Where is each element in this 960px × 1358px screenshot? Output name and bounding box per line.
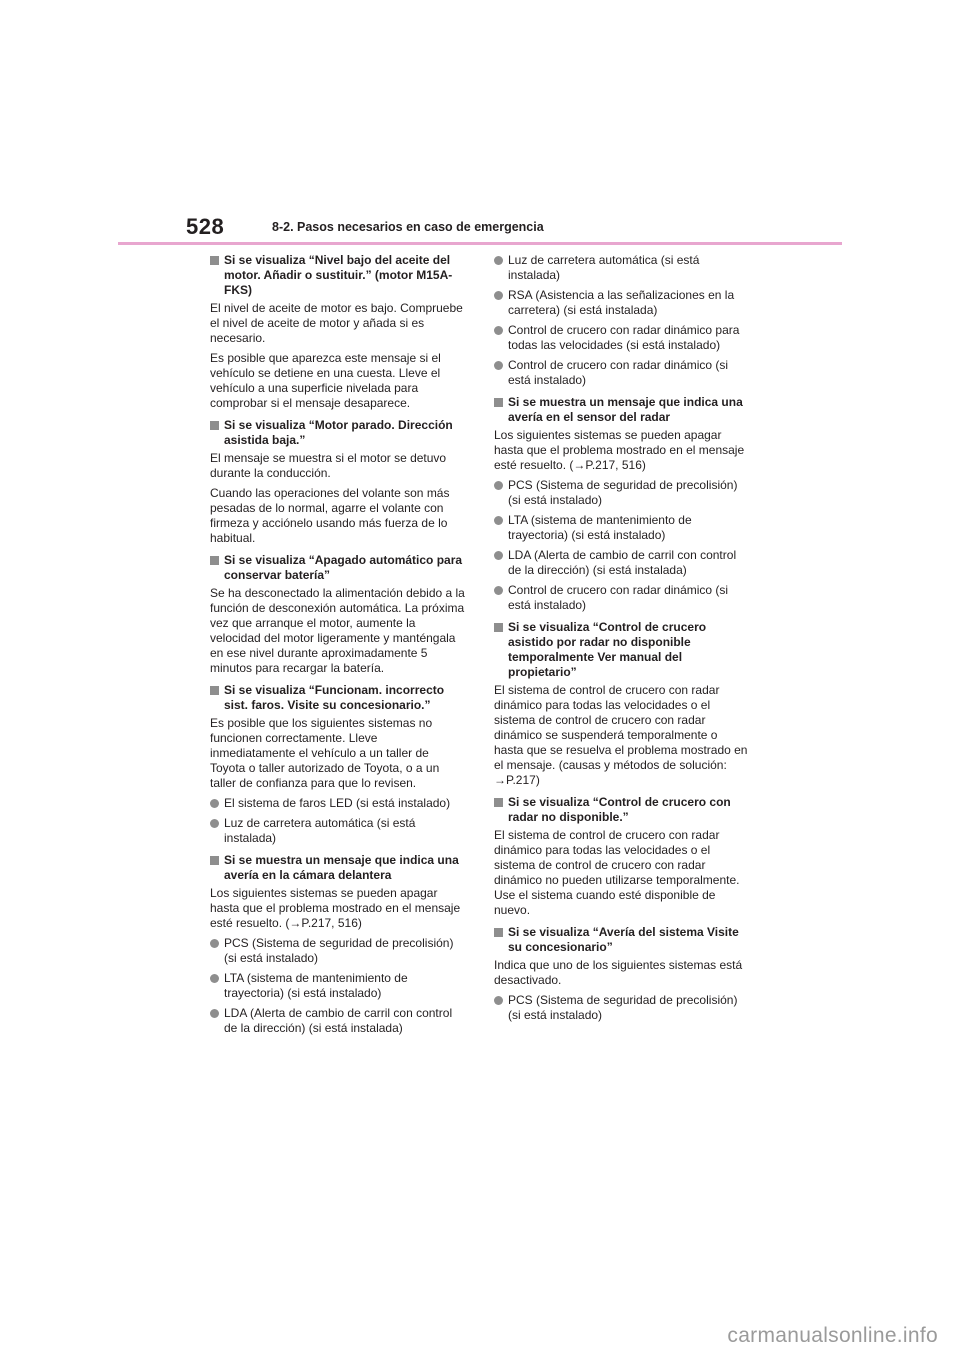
square-bullet-icon — [494, 928, 503, 937]
round-bullet-icon — [210, 819, 219, 828]
round-bullet-icon — [494, 256, 503, 265]
page-number: 528 — [186, 214, 225, 239]
square-bullet-icon — [210, 856, 219, 865]
paragraph: El sistema de control de crucero con radar dinámico para todas las velocidades o el sistema de control de crucero con radar dinámico no pueden utilizarse temporalmente. Use el sistema cuando esté disponible de nuevo. — [494, 828, 740, 917]
header-divider — [118, 242, 842, 245]
section-heading: Si se visualiza “Avería del sistema Visite su concesionario” — [494, 925, 750, 955]
left-column — [210, 253, 466, 1041]
round-bullet-icon — [494, 481, 503, 490]
paragraph: Es posible que aparezca este mensaje si el vehículo se detiene en una cuesta. Lleve el vehículo a una superficie nivelada para comprobar si el mensaje desaparece. — [210, 351, 441, 410]
list-item: Luz de carretera automática (si está instalada) — [494, 253, 750, 283]
list-item: Control de crucero con radar dinámico (si está instalado) — [494, 583, 750, 613]
section-heading: Si se muestra un mensaje que indica una avería en el sensor del radar — [494, 395, 750, 425]
round-bullet-icon — [494, 361, 503, 370]
round-bullet-icon — [494, 996, 503, 1005]
round-bullet-icon — [210, 1009, 219, 1018]
square-bullet-icon — [494, 398, 503, 407]
square-bullet-icon — [494, 798, 503, 807]
paragraph: El sistema de control de crucero con radar dinámico para todas las velocidades o el sistema de control de crucero con radar dinámico se suspenderá temporalmente o hasta que se resuelva el problema mostrado en el mensaje. (causas y métodos de solución: →P.217) — [494, 683, 748, 787]
list-item: El sistema de faros LED (si está instalado) — [210, 796, 466, 811]
section-heading: Si se muestra un mensaje que indica una avería en la cámara delantera — [210, 853, 466, 883]
list-item: LTA (sistema de mantenimiento de trayectoria) (si está instalado) — [494, 513, 750, 543]
round-bullet-icon — [494, 516, 503, 525]
paragraph: Cuando las operaciones del volante son más pesadas de lo normal, agarre el volante con firmeza y acciónelo usando más fuerza de lo habitual. — [210, 486, 450, 545]
list-item: Control de crucero con radar dinámico para todas las velocidades (si está instalado) — [494, 323, 750, 353]
section-heading: Si se visualiza “Nivel bajo del aceite del motor. Añadir o sustituir.” (motor M15A-FKS) — [210, 253, 466, 298]
square-bullet-icon — [494, 623, 503, 632]
square-bullet-icon — [210, 256, 219, 265]
list-item: Control de crucero con radar dinámico (si está instalado) — [494, 358, 750, 388]
section-heading: Si se visualiza “Apagado automático para conservar batería” — [210, 553, 466, 583]
paragraph: Se ha desconectado la alimentación debido a la función de desconexión automática. La próxima vez que arranque el motor, aumente la velocidad del motor ligeramente y manténgala en ese nivel durante aproximadamente 5 minutos para recargar la batería. — [210, 586, 465, 675]
list-item: RSA (Asistencia a las señalizaciones en la carretera) (si está instalada) — [494, 288, 750, 318]
round-bullet-icon — [494, 326, 503, 335]
right-column — [494, 253, 750, 1028]
paragraph: Indica que uno de los siguientes sistemas está desactivado. — [494, 958, 743, 987]
paragraph: El mensaje se muestra si el motor se detuvo durante la conducción. — [210, 451, 447, 480]
section-heading: Si se visualiza “Control de crucero con radar no disponible.” — [494, 795, 750, 825]
section-title: 8-2. Pasos necesarios en caso de emergencia — [272, 220, 544, 234]
paragraph: Los siguientes sistemas se pueden apagar hasta que el problema mostrado en el mensaje esté resuelto. (→P.217, 516) — [494, 428, 745, 472]
list-item: LDA (Alerta de cambio de carril con control de la dirección) (si está instalada) — [494, 548, 750, 578]
round-bullet-icon — [494, 586, 503, 595]
square-bullet-icon — [210, 686, 219, 695]
section-heading: Si se visualiza “Control de crucero asistido por radar no disponible temporalmente Ver manual del propietario” — [494, 620, 750, 680]
list-item: Luz de carretera automática (si está instalada) — [210, 816, 466, 846]
watermark-link[interactable]: carmanualsonline.info — [727, 1324, 938, 1347]
round-bullet-icon — [494, 551, 503, 560]
paragraph: El nivel de aceite de motor es bajo. Compruebe el nivel de aceite de motor y añada si es necesario. — [210, 301, 463, 345]
paragraph: Es posible que los siguientes sistemas no funcionen correctamente. Lleve inmediatamente el vehículo a un taller de Toyota o taller autorizado de Toyota, o a un taller de confianza para que lo revisen. — [210, 716, 440, 790]
square-bullet-icon — [210, 556, 219, 565]
round-bullet-icon — [210, 974, 219, 983]
paragraph: Los siguientes sistemas se pueden apagar hasta que el problema mostrado en el mensaje esté resuelto. (→P.217, 516) — [210, 886, 461, 930]
section-heading: Si se visualiza “Funcionam. incorrecto sist. faros. Visite su concesionario.” — [210, 683, 466, 713]
round-bullet-icon — [494, 291, 503, 300]
list-item: LDA (Alerta de cambio de carril con control de la dirección) (si está instalada) — [210, 1006, 466, 1036]
square-bullet-icon — [210, 421, 219, 430]
round-bullet-icon — [210, 799, 219, 808]
round-bullet-icon — [210, 939, 219, 948]
list-item: PCS (Sistema de seguridad de precolisión) (si está instalado) — [494, 478, 750, 508]
list-item: PCS (Sistema de seguridad de precolisión) (si está instalado) — [494, 993, 750, 1023]
section-heading: Si se visualiza “Motor parado. Dirección asistida baja.” — [210, 418, 466, 448]
list-item: PCS (Sistema de seguridad de precolisión) (si está instalado) — [210, 936, 466, 966]
list-item: LTA (sistema de mantenimiento de trayectoria) (si está instalado) — [210, 971, 466, 1001]
